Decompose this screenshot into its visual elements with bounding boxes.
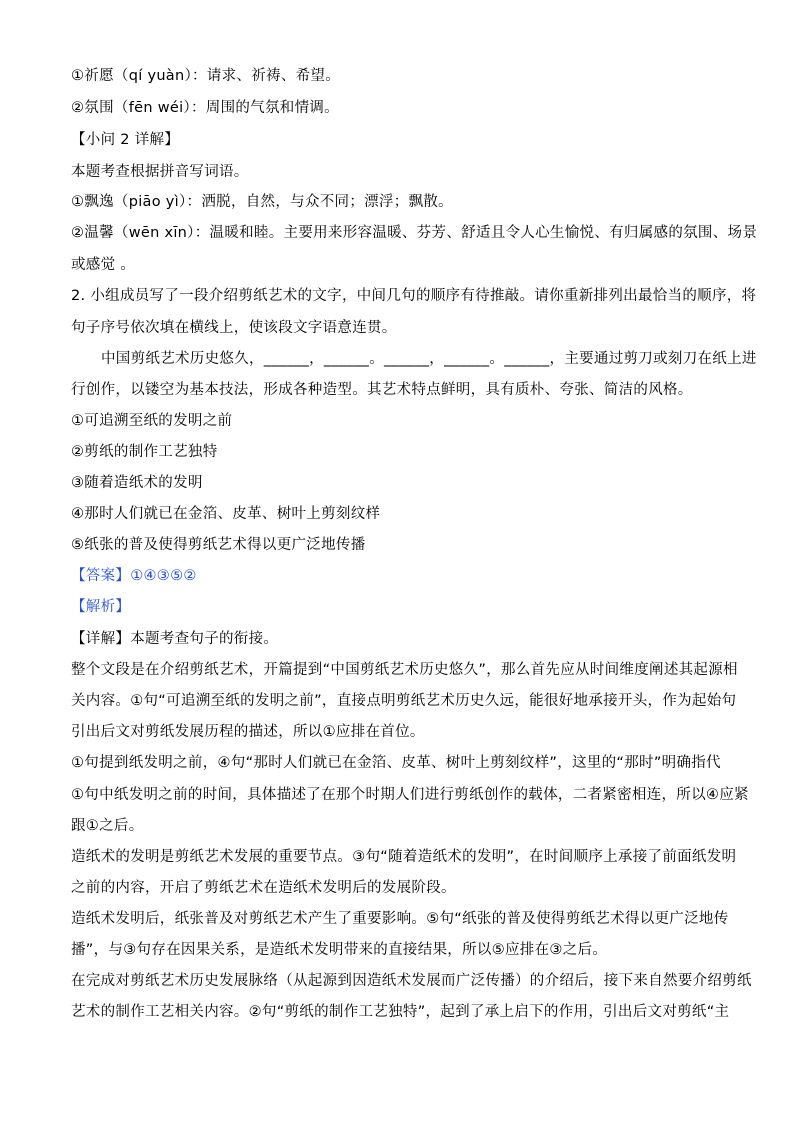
explanation-text: 艺术的制作工艺相关内容。②句“剪纸的制作工艺独特”，起到了承上启下的作用，引出后文对剪纸“主 <box>71 1004 730 1020</box>
explanation-text: 【详解】本题考查句子的衔接。 <box>71 631 279 647</box>
option-item: ①可追溯至纸的发明之前 <box>71 413 233 429</box>
text-line: 或感觉 。 <box>71 257 136 273</box>
explanation-text: ①句提到纸发明之前，④句“那时人们就已在金箔、皮革、树叶上剪刻纹样”，这里的“那时”明确指代 <box>71 755 721 771</box>
explanation-text: 之前的内容，开启了剪纸艺术在造纸术发明后的发展阶段。 <box>71 880 456 896</box>
option-item: ②剪纸的制作工艺独特 <box>71 444 218 460</box>
explanation-text: 造纸术的发明是剪纸艺术发展的重要节点。③句“随着造纸术的发明”，在时间顺序上承接了前面纸发明 <box>71 849 737 865</box>
option-item: ④那时人们就已在金箔、皮革、树叶上剪刻纹样 <box>71 506 381 522</box>
question-text: 句子序号依次填在横线上，使该段文字语意连贯。 <box>71 320 397 336</box>
explanation-text: 跟①之后。 <box>71 818 144 834</box>
analysis-label: 【解析】 <box>71 599 131 615</box>
text-line: ②温馨（wēn xīn）：温暖和睦。主要用来形容温暖、芬芳、舒适且令人心生愉悦、有归属感的氛围、场景 <box>71 225 758 241</box>
explanation-text: 关内容。①句“可追溯至纸的发明之前”，直接点明剪纸艺术历史久远，能很好地承接开头，作为起始句 <box>71 693 737 709</box>
explanation-text: 在完成对剪纸艺术历史发展脉络（从起源到因造纸术发展而广泛传播）的介绍后，接下来自然要介绍剪纸 <box>71 973 752 989</box>
text-line: ②氛围（fēn wéi）：周围的气氛和情调。 <box>71 100 339 116</box>
explanation-text: ①句中纸发明之前的时间，具体描述了在那个时期人们进行剪纸创作的载体，二者紧密相连，所以④应紧 <box>71 787 749 803</box>
passage-text: 行创作，以镂空为基本技法，形成各种造型。其艺术特点鲜明，具有质朴、夸张、简洁的风格。 <box>71 382 693 398</box>
explanation-text: 播”，与③句存在因果关系，是造纸术发明带来的直接结果，所以⑤应排在③之后。 <box>71 942 608 958</box>
answer-label: 【答案】①④③⑤② <box>71 568 197 584</box>
section-heading: 【小问 2 详解】 <box>71 132 180 148</box>
explanation-text: 整个文段是在介绍剪纸艺术，开篇提到“中国剪纸艺术历史悠久”，那么首先应从时间维度阐述其起源相 <box>71 662 738 678</box>
passage-text: 中国剪纸艺术历史悠久，______，______。______，______。______，主要通过剪刀或刻刀在纸上进 <box>101 351 757 367</box>
explanation-text: 引出后文对剪纸发展历程的描述，所以①应排在首位。 <box>71 724 425 740</box>
text-line: 本题考查根据拼音写词语。 <box>71 164 249 180</box>
option-item: ③随着造纸术的发明 <box>71 475 203 491</box>
text-line: ①飘逸（piāo yì）：洒脱，自然，与众不同；漂浮；飘散。 <box>71 194 453 210</box>
text-line: ①祈愿（qí yuàn）：请求、祈祷、希望。 <box>71 68 341 84</box>
question-text: 2. 小组成员写了一段介绍剪纸艺术的文字，中间几句的顺序有待推敲。请你重新排列出最恰当的顺序，将 <box>71 288 757 304</box>
option-item: ⑤纸张的普及使得剪纸艺术得以更广泛地传播 <box>71 537 366 553</box>
explanation-text: 造纸术发明后，纸张普及对剪纸艺术产生了重要影响。⑤句“纸张的普及使得剪纸艺术得以更广泛地传 <box>71 911 729 927</box>
